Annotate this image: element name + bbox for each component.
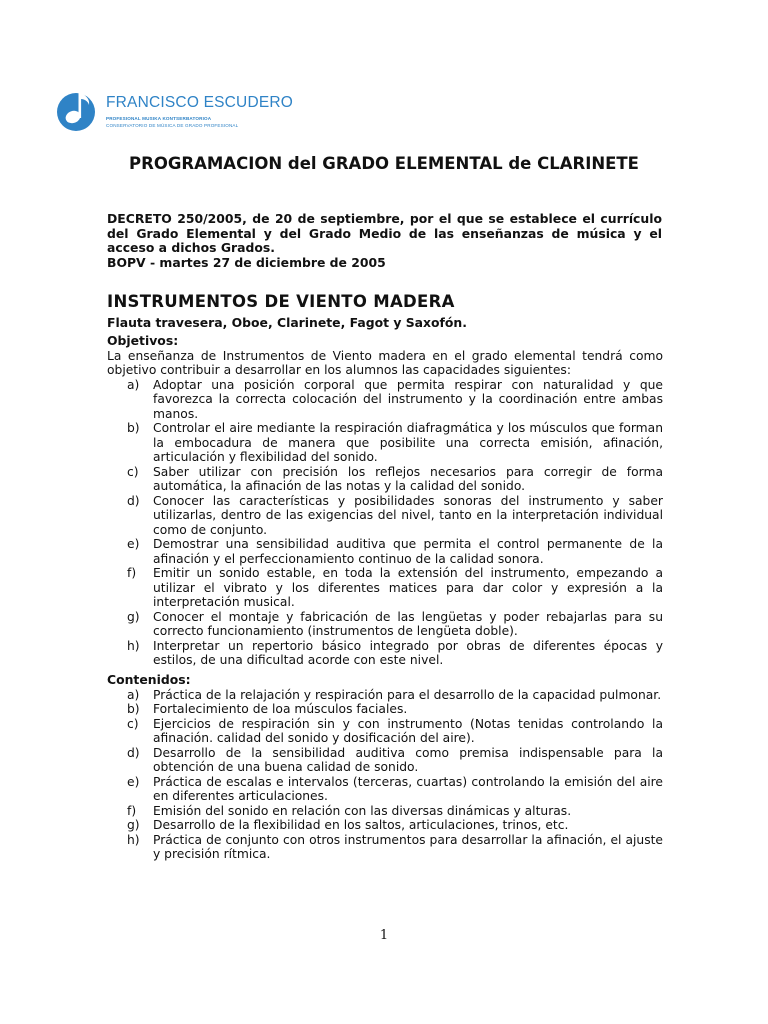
list-item bbox=[107, 717, 663, 746]
logo-subtitle-basque: PROFESIONAL MUSIKA KONTSERBATORIOA bbox=[106, 116, 212, 121]
logo-name: FRANCISCO ESCUDERO bbox=[106, 94, 294, 111]
music-note-logo-icon bbox=[52, 86, 102, 134]
list-item bbox=[107, 804, 663, 819]
contenidos-label: Contenidos: bbox=[107, 672, 191, 687]
list-marker: c) bbox=[127, 464, 139, 479]
conservatory-logo bbox=[52, 86, 292, 136]
list-item-text: Saber utilizar con precisión los reflejos necesarios para corregir de forma automática, la afinación de las notas y la calidad del sonido. bbox=[153, 464, 663, 493]
list-marker: g) bbox=[127, 609, 140, 624]
list-item bbox=[107, 833, 663, 862]
document-title: PROGRAMACION del GRADO ELEMENTAL de CLARINETE bbox=[129, 154, 639, 173]
contenidos-list bbox=[107, 688, 663, 862]
list-item bbox=[107, 639, 663, 668]
list-item-text: Práctica de conjunto con otros instrumentos para desarrollar la afinación, el ajuste y precisión rítmica. bbox=[153, 832, 663, 861]
list-item bbox=[107, 818, 663, 833]
list-marker: h) bbox=[127, 832, 140, 847]
list-item bbox=[107, 610, 663, 639]
list-item bbox=[107, 775, 663, 804]
list-marker: f) bbox=[127, 803, 137, 818]
contenidos-section bbox=[107, 673, 663, 862]
list-item bbox=[107, 702, 663, 717]
list-marker: a) bbox=[127, 377, 140, 392]
list-item-text: Fortalecimiento de loa músculos faciales. bbox=[153, 702, 408, 716]
list-marker: d) bbox=[127, 745, 140, 760]
objetivos-intro: La enseñanza de Instrumentos de Viento madera en el grado elemental tendrá como objetivo contribuir a desarrollar en los alumnos las capacidades siguientes: bbox=[107, 348, 663, 377]
list-marker: g) bbox=[127, 818, 140, 832]
list-item-text: Controlar el aire mediante la respiración diafragmática y los músculos que forman la embocadura de manera que posibilite una correcta emisión, afinación, articulación y flexibilidad del sonido. bbox=[153, 421, 663, 464]
objetivos-section bbox=[107, 334, 663, 668]
list-marker: e) bbox=[127, 537, 140, 551]
list-item-text: Conocer el montaje y fabricación de las lengüetas y poder rebajarlas para su correcto funcionamiento (instrumentos de lengüeta doble). bbox=[153, 609, 663, 638]
objetivos-label: Objetivos: bbox=[107, 333, 179, 348]
decree-line: BOPV - martes 27 de diciembre de 2005 bbox=[107, 254, 386, 270]
list-marker: h) bbox=[127, 638, 140, 653]
list-item bbox=[107, 421, 663, 465]
list-marker: b) bbox=[127, 702, 140, 716]
list-item bbox=[107, 494, 663, 538]
page-number: 1 bbox=[379, 928, 389, 943]
list-item-text: Adoptar una posición corporal que permita respirar con naturalidad y que favorezca la correcta colocación del instrumento y la coordinación entre ambas manos. bbox=[153, 377, 663, 421]
list-item-text: Desarrollo de la flexibilidad en los saltos, articulaciones, trinos, etc. bbox=[153, 818, 569, 832]
list-item-text: Práctica de la relajación y respiración para el desarrollo de la capacidad pulmonar. bbox=[153, 687, 662, 702]
list-item bbox=[107, 537, 663, 566]
list-item-text: Interpretar un repertorio básico integrado por obras de diferentes épocas y estilos, de una dificultad acorde con este nivel. bbox=[153, 638, 663, 667]
section-subtitle: Flauta travesera, Oboe, Clarinete, Fagot y Saxofón. bbox=[107, 315, 467, 330]
list-item bbox=[107, 378, 663, 422]
list-item-text: Demostrar una sensibilidad auditiva que permita el control permanente de la afinación y el perfeccionamiento continuo de la calidad sonora. bbox=[153, 537, 663, 566]
list-marker: c) bbox=[127, 716, 139, 731]
decree-line: DECRETO 250/2005, de 20 de septiembre, por el que se establece el currículo bbox=[107, 211, 662, 226]
decree-block bbox=[107, 212, 662, 270]
decree-line: del Grado Elemental y del Grado Medio de las enseñanzas de música y el bbox=[107, 225, 662, 241]
logo-subtitle-spanish: CONSERVATORIO DE MÚSICA DE GRADO PROFESIONAL bbox=[106, 123, 239, 128]
list-item bbox=[107, 688, 663, 703]
list-item-text: Emisión del sonido en relación con las diversas dinámicas y alturas. bbox=[153, 803, 572, 818]
list-item-text: Emitir un sonido estable, en toda la extensión del instrumento, empezando a utilizar el vibrato y los diferentes matices para dar color y expresión a la interpretación musical. bbox=[153, 566, 663, 609]
list-marker: b) bbox=[127, 421, 140, 435]
list-item bbox=[107, 566, 663, 610]
list-marker: d) bbox=[127, 493, 140, 508]
section-title: INSTRUMENTOS DE VIENTO MADERA bbox=[107, 292, 455, 311]
decree-line: acceso a dichos Grados. bbox=[107, 240, 275, 255]
list-item-text: Conocer las características y posibilidades sonoras del instrumento y saber utilizarlas, dentro de las exigencias del nivel, tanto en la interpretación individual como de conjunto. bbox=[153, 493, 663, 537]
objetivos-list bbox=[107, 378, 663, 668]
list-marker: e) bbox=[127, 774, 140, 789]
list-item-text: Ejercicios de respiración sin y con instrumento (Notas tenidas controlando la afinación. calidad del sonido y dosificación del aire). bbox=[153, 716, 663, 745]
list-marker: a) bbox=[127, 687, 140, 702]
list-item-text: Desarrollo de la sensibilidad auditiva como premisa indispensable para la obtención de una buena calidad de sonido. bbox=[153, 745, 663, 774]
list-item-text: Práctica de escalas e intervalos (terceras, cuartas) controlando la emisión del aire en diferentes articulaciones. bbox=[153, 774, 663, 803]
list-marker: f) bbox=[127, 566, 137, 580]
list-item bbox=[107, 465, 663, 494]
list-item bbox=[107, 746, 663, 775]
